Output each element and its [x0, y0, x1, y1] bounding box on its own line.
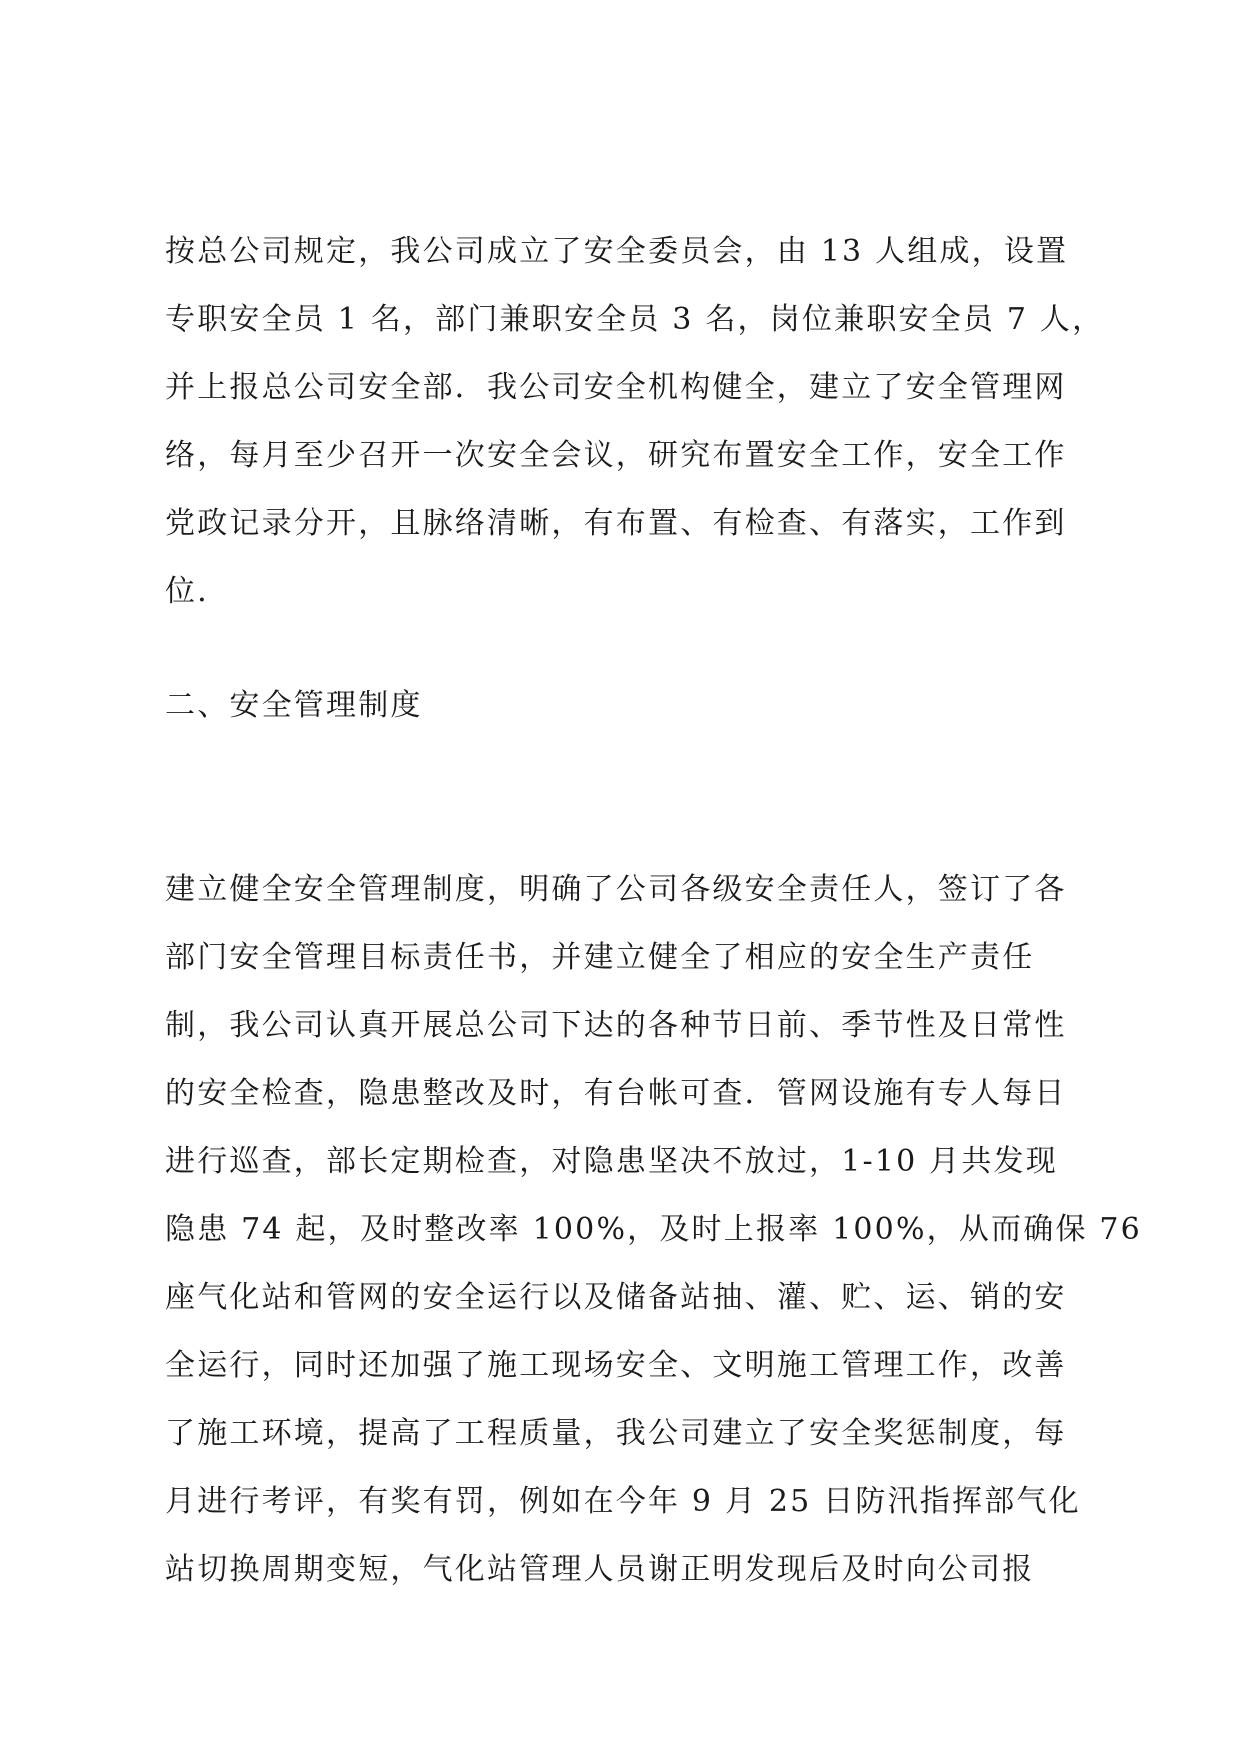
paragraph-line: 部门安全管理目标责任书，并建立健全了相应的安全生产责任: [165, 940, 1035, 975]
paragraph-line: 月进行考评，有奖有罚，例如在今年 9 月 25 日防汛指挥部气化: [165, 1484, 1081, 1519]
paragraph-line: 的安全检查，隐患整改及时，有台帐可查．管网设施有专人每日: [165, 1076, 1067, 1111]
paragraph-line: 络，每月至少召开一次安全会议，研究布置安全工作，安全工作: [165, 438, 1067, 473]
paragraph-line: 制，我公司认真开展总公司下达的各种节日前、季节性及日常性: [165, 1008, 1067, 1043]
paragraph-safety-management-system: [165, 856, 1142, 1604]
paragraph-line: 建立健全安全管理制度，明确了公司各级安全责任人，签订了各: [165, 872, 1067, 907]
paragraph-line: 站切换周期变短，气化站管理人员谢正明发现后及时向公司报: [165, 1552, 1035, 1587]
paragraph-line: 了施工环境，提高了工程质量，我公司建立了安全奖惩制度，每: [165, 1416, 1067, 1451]
paragraph-line: 党政记录分开，且脉络清晰，有布置、有检查、有落实，工作到: [165, 506, 1067, 541]
section-heading-text: 二、安全管理制度: [165, 688, 423, 723]
paragraph-line: 专职安全员 1 名，部门兼职安全员 3 名，岗位兼职安全员 7 人，: [165, 302, 1105, 337]
paragraph-line: 进行巡查，部长定期检查，对隐患坚决不放过，1-10 月共发现: [165, 1144, 1058, 1179]
paragraph-line: 全运行，同时还加强了施工现场安全、文明施工管理工作，改善: [165, 1348, 1067, 1383]
paragraph-line: 并上报总公司安全部．我公司安全机构健全，建立了安全管理网: [165, 370, 1067, 405]
paragraph-line: 按总公司规定，我公司成立了安全委员会，由 13 人组成，设置: [165, 234, 1069, 269]
paragraph-line: 位．: [165, 574, 230, 609]
paragraph-line: 座气化站和管网的安全运行以及储备站抽、灌、贮、运、销的安: [165, 1280, 1067, 1315]
section-heading: [165, 672, 1095, 740]
paragraph-safety-organization: [165, 218, 1105, 626]
paragraph-line: 隐患 74 起，及时整改率 100%，及时上报率 100%，从而确保 76: [165, 1212, 1142, 1247]
